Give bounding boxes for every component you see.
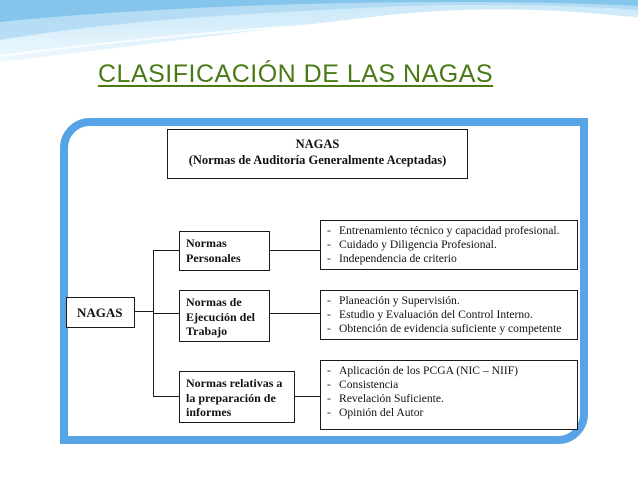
- category-box-personales: [179, 231, 270, 271]
- root-node-label: NAGAS: [77, 305, 123, 320]
- category-label-line: Normas de: [186, 295, 242, 309]
- category-label-line: Personales: [186, 250, 241, 265]
- category-label-line: Ejecución del: [186, 309, 255, 324]
- items-box-ejecucion: [320, 290, 578, 340]
- category-box-ejecucion: [179, 290, 270, 342]
- category-label-line: informes: [186, 405, 232, 419]
- connector-root-horizontal: [135, 311, 153, 312]
- list-item: - Cuidado y Diligencia Profesional.: [327, 238, 573, 252]
- list-item: - Independencia de criterio: [327, 252, 573, 266]
- items-box-informes: [320, 360, 578, 430]
- connector-leaf-1: [270, 250, 320, 251]
- root-node-box: [66, 297, 135, 328]
- category-label-line: la preparación de: [186, 390, 276, 405]
- connector-trunk-vertical: [153, 250, 154, 396]
- list-item: - Entrenamiento técnico y capacidad profesional.: [327, 224, 573, 238]
- connector-leaf-2: [270, 313, 320, 314]
- category-label-line: Trabajo: [186, 324, 228, 338]
- list-item: - Opinión del Autor: [327, 406, 573, 420]
- category-label-line: Normas: [186, 236, 227, 250]
- category-box-informes: [179, 371, 295, 423]
- connector-branch-1: [153, 250, 179, 251]
- header-line-1: NAGAS: [295, 137, 340, 151]
- header-line-2: (Normas de Auditoría Generalmente Aceptadas): [188, 153, 447, 167]
- connector-leaf-3: [295, 396, 320, 397]
- category-label-line: Normas relativas a: [186, 376, 283, 390]
- list-item: - Consistencia: [327, 378, 573, 392]
- list-item: - Aplicación de los PCGA (NIC – NIIF): [327, 364, 573, 378]
- list-item: - Planeación y Supervisión.: [327, 294, 573, 308]
- slide-title: CLASIFICACIÓN DE LAS NAGAS: [98, 60, 494, 88]
- list-item: - Revelación Suficiente.: [327, 392, 573, 406]
- connector-branch-2: [153, 313, 179, 314]
- list-item: - Estudio y Evaluación del Control Interno.: [327, 308, 573, 322]
- list-item: - Obtención de evidencia suficiente y competente: [327, 322, 573, 336]
- diagram-header-box: [167, 129, 468, 179]
- connector-branch-3: [153, 396, 179, 397]
- items-box-personales: [320, 220, 578, 270]
